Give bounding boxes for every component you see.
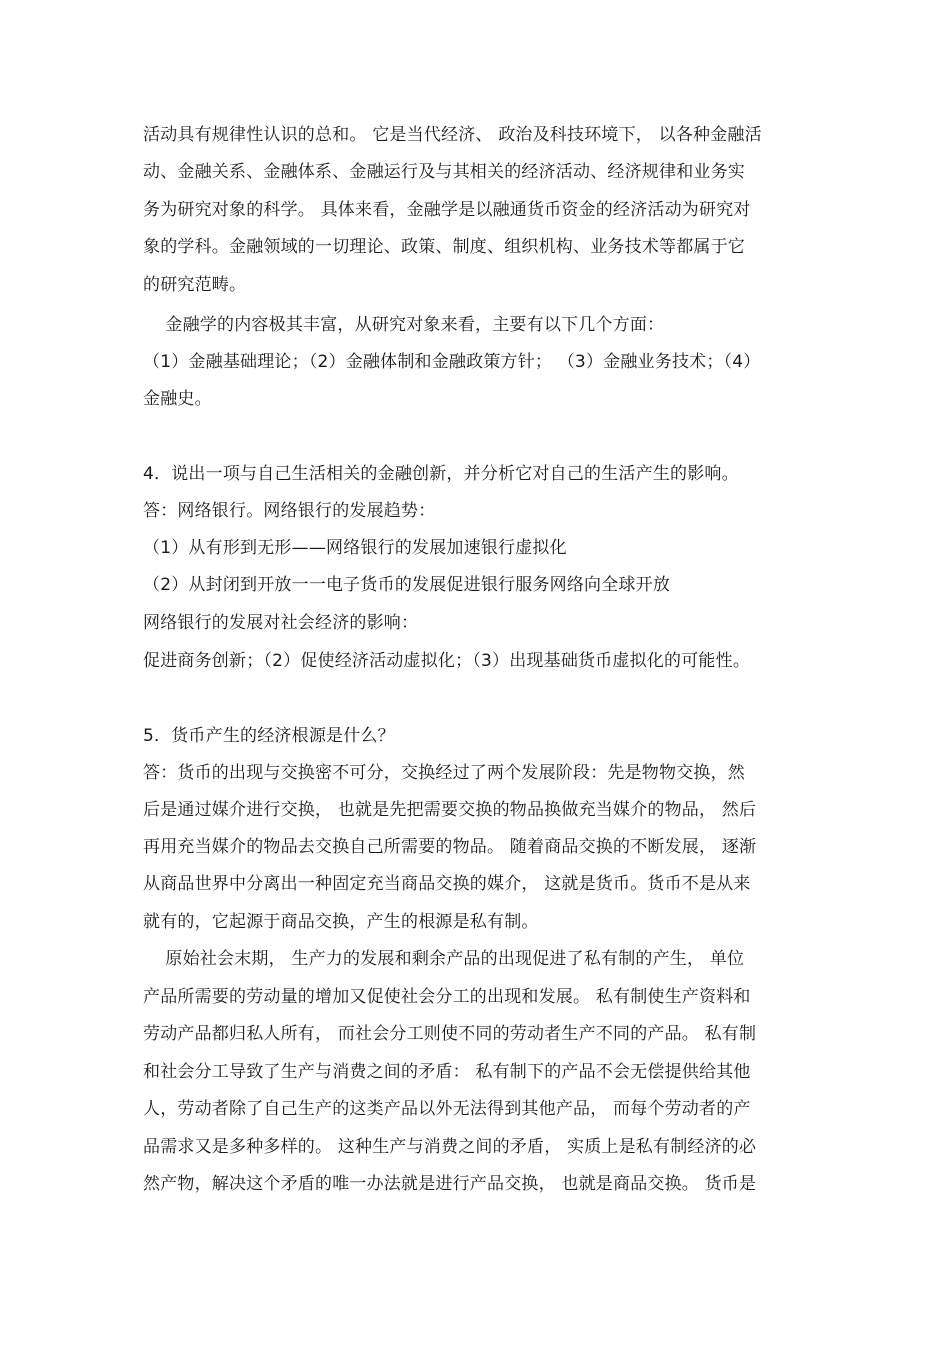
question-heading: 5．货币产生的经济根源是什么？	[143, 726, 395, 746]
text-line: 答：货币的出现与交换密不可分，交换经过了两个发展阶段：先是物物交换，然	[143, 763, 745, 783]
text-line: 答：网络银行。网络银行的发展趋势：	[143, 501, 436, 521]
text-line: 然产物，解决这个矛盾的唯一办法就是进行产品交换， 也就是商品交换。 货币是	[143, 1174, 757, 1194]
text-line: 金融学的内容极其丰富，从研究对象来看，主要有以下几个方面：	[143, 315, 665, 335]
text-line: 品需求又是多种多样的。 这种生产与消费之间的矛盾， 实质上是私有制经济的必	[143, 1137, 757, 1157]
text-line: 象的学科。金融领域的一切理论、政策、制度、组织机构、业务技术等都属于它	[143, 237, 745, 257]
text-line: 的研究范畴。	[143, 275, 247, 295]
text-line: 从商品世界中分离出一种固定充当商品交换的媒介， 这就是货币。货币不是从来	[143, 874, 751, 894]
text-line: 人，劳动者除了自己生产的这类产品以外无法得到其他产品， 而每个劳动者的产	[143, 1099, 751, 1119]
text-line: 务为研究对象的科学。 具体来看，金融学是以融通货币资金的经济活动为研究对	[143, 200, 751, 220]
text-line: 促进商务创新；（2）促使经济活动虚拟化；（3）出现基础货币虚拟化的可能性。	[143, 651, 751, 671]
text-line: 就有的，它起源于商品交换，产生的根源是私有制。	[143, 912, 539, 932]
text-line: 网络银行的发展对社会经济的影响：	[143, 613, 419, 633]
text-line: 再用充当媒介的物品去交换自己所需要的物品。 随着商品交换的不断发展， 逐渐	[143, 837, 757, 857]
question-heading: 4．说出一项与自己生活相关的金融创新，并分析它对自己的生活产生的影响。	[143, 464, 739, 484]
text-line: 金融史。	[143, 389, 212, 409]
text-line: 和社会分工导致了生产与消费之间的矛盾： 私有制下的产品不会无偿提供给其他	[143, 1062, 751, 1082]
text-line: 劳动产品都归私人所有， 而社会分工则使不同的劳动者生产不同的产品。 私有制	[143, 1024, 757, 1044]
text-line: 产品所需要的劳动量的增加又促使社会分工的出现和发展。 私有制使生产资料和	[143, 987, 751, 1007]
text-line: 原始社会末期， 生产力的发展和剩余产品的出现促进了私有制的产生， 单位	[143, 949, 745, 969]
text-line: 活动具有规律性认识的总和。 它是当代经济、 政治及科技环境下， 以各种金融活	[143, 125, 762, 145]
text-line: （2）从封闭到开放一一电子货币的发展促进银行服务网络向全球开放	[143, 575, 671, 595]
text-line: （1）金融基础理论；（2）金融体制和金融政策方针； （3）金融业务技术；（4）	[143, 352, 761, 372]
text-line: （1）从有形到无形——网络银行的发展加速银行虚拟化	[143, 538, 567, 558]
text-line: 后是通过媒介进行交换， 也就是先把需要交换的物品换做充当媒介的物品， 然后	[143, 800, 757, 820]
text-line: 动、金融关系、金融体系、金融运行及与其相关的经济活动、经济规律和业务实	[143, 162, 745, 182]
